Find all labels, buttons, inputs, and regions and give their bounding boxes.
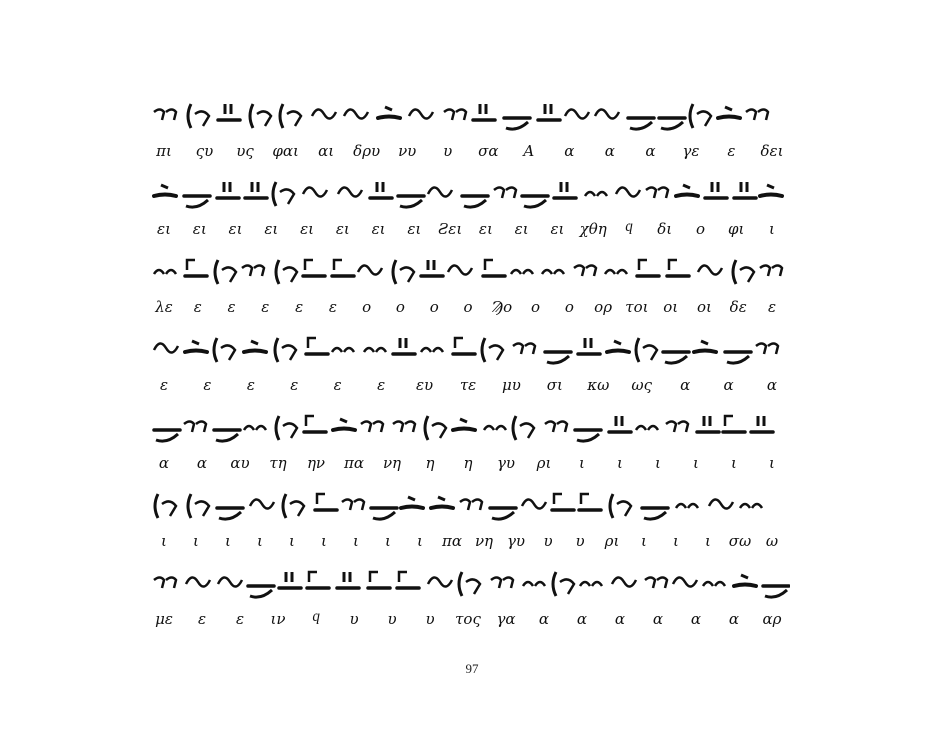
neume-glyph bbox=[154, 343, 178, 352]
neume-glyph bbox=[760, 185, 782, 196]
lyric-syllable: με bbox=[155, 610, 173, 628]
neume-glyph bbox=[666, 422, 688, 433]
lyric-syllable: δει bbox=[760, 142, 784, 160]
lyric-syllable: ε bbox=[246, 376, 255, 394]
neume-glyph bbox=[370, 182, 392, 198]
lyric-syllable: νη bbox=[474, 532, 494, 550]
lyric-syllable: υ bbox=[575, 532, 585, 550]
neume-glyph bbox=[725, 352, 751, 363]
lyric-row-2 bbox=[150, 218, 790, 240]
lyric-syllable: ςυ bbox=[195, 142, 214, 160]
lyric-syllable: ει bbox=[550, 220, 565, 238]
neume-glyph bbox=[303, 187, 327, 196]
lyric-syllable: α bbox=[614, 610, 626, 628]
lyric-syllable: υ bbox=[443, 142, 453, 160]
lyric-syllable: ει bbox=[192, 220, 207, 238]
lyric-syllable: υς bbox=[236, 142, 254, 160]
neume-glyph bbox=[636, 338, 657, 362]
neume-glyph bbox=[575, 430, 601, 441]
lyric-syllable: ϥ bbox=[312, 610, 320, 628]
lyric-syllable: α bbox=[652, 610, 664, 628]
neume-glyph bbox=[522, 499, 546, 508]
lyric-syllable: τη bbox=[269, 454, 287, 472]
neume-glyph bbox=[734, 182, 756, 198]
staff-line-2 bbox=[150, 174, 790, 236]
page-number: 97 bbox=[465, 661, 479, 676]
lyric-syllable: ε bbox=[295, 298, 304, 316]
lyric-syllable: ε bbox=[290, 376, 299, 394]
neume-glyph bbox=[673, 577, 697, 586]
neume-glyph bbox=[393, 422, 415, 433]
neume-glyph bbox=[756, 344, 778, 355]
lyric-syllable: ει bbox=[157, 220, 171, 238]
neume-glyph bbox=[409, 109, 433, 118]
lyric-syllable: ι bbox=[731, 454, 737, 472]
neume-glyph bbox=[273, 182, 294, 206]
neume-glyph bbox=[244, 426, 266, 430]
lyric-syllable: α bbox=[604, 142, 615, 160]
neume-glyph bbox=[763, 586, 789, 597]
lyric-syllable: ϥ bbox=[625, 220, 633, 238]
lyric-syllable: ι bbox=[693, 454, 699, 472]
neume-glyph bbox=[605, 270, 627, 274]
lyric-syllable: α bbox=[576, 610, 588, 628]
lyric-syllable: ο bbox=[564, 298, 574, 316]
lyric-syllable: Ϡο bbox=[491, 298, 513, 316]
lyric-syllable: ε bbox=[203, 376, 212, 394]
neume-glyph bbox=[337, 572, 359, 588]
neume-glyph bbox=[609, 416, 631, 432]
lyric-syllable: υ bbox=[349, 610, 359, 628]
lyric-syllable: ι bbox=[641, 532, 647, 550]
neume-glyph bbox=[667, 260, 689, 276]
lyric-syllable: φι bbox=[728, 220, 745, 238]
lyric-syllable: ει bbox=[514, 220, 529, 238]
lyric-syllable: ε bbox=[328, 298, 337, 316]
lyric-syllable: ο bbox=[531, 298, 541, 316]
lyric-syllable: η bbox=[463, 454, 473, 472]
lyric-syllable: ε bbox=[235, 610, 245, 628]
lyric-syllable: ει bbox=[478, 220, 493, 238]
lyric-row-4 bbox=[150, 374, 790, 396]
neume-glyph bbox=[513, 344, 535, 355]
lyric-syllable: ε bbox=[727, 142, 736, 160]
neume-glyph bbox=[646, 188, 668, 199]
neume-glyph bbox=[676, 185, 698, 196]
lyric-syllable: υ bbox=[425, 610, 435, 628]
neume-glyph bbox=[698, 265, 722, 274]
lyric-syllable: ο bbox=[463, 298, 473, 316]
neume-glyph bbox=[482, 338, 503, 362]
neume-glyph bbox=[751, 416, 773, 432]
lyric-syllable: ε bbox=[197, 610, 207, 628]
lyric-syllable: πι bbox=[156, 142, 172, 160]
lyric-syllable: ει bbox=[407, 220, 422, 238]
neume-glyph bbox=[448, 265, 472, 274]
neume-glyph bbox=[494, 188, 516, 199]
neume-glyph bbox=[616, 187, 640, 196]
neume-glyph bbox=[218, 104, 240, 120]
lyric-syllable: γα bbox=[496, 610, 516, 628]
neume-glyph bbox=[185, 341, 207, 352]
lyric-syllable: τος bbox=[455, 610, 481, 628]
neume-glyph bbox=[214, 430, 240, 441]
neume-glyph bbox=[276, 260, 297, 284]
neume-glyph bbox=[746, 110, 768, 121]
lyric-syllable: ει bbox=[264, 220, 279, 238]
lyric-syllable: ε bbox=[377, 376, 386, 394]
neume-row-7 bbox=[150, 564, 790, 610]
neume-glyph bbox=[740, 504, 762, 508]
lyric-row-7 bbox=[150, 608, 790, 630]
lyric-syllable: ι bbox=[257, 532, 263, 550]
neume-glyph bbox=[378, 107, 400, 118]
neume-glyph bbox=[215, 260, 236, 284]
lyric-syllable: α bbox=[645, 142, 656, 160]
lyric-syllable: α bbox=[564, 142, 575, 160]
lyric-syllable: ει bbox=[300, 220, 315, 238]
neume-glyph bbox=[718, 107, 740, 118]
lyric-syllable: ο bbox=[429, 298, 439, 316]
neume-glyph bbox=[154, 110, 176, 121]
neume-row-6 bbox=[150, 486, 790, 532]
neume-glyph bbox=[244, 341, 266, 352]
neume-glyph bbox=[393, 260, 414, 284]
lyric-syllable: ι bbox=[161, 532, 167, 550]
lyric-syllable: α bbox=[196, 454, 208, 472]
lyric-syllable: ει bbox=[335, 220, 350, 238]
lyric-syllable: ι bbox=[193, 532, 199, 550]
neume-glyph bbox=[580, 582, 602, 586]
lyric-row-6 bbox=[150, 530, 790, 552]
neume-glyph bbox=[279, 572, 301, 588]
lyric-row-3 bbox=[150, 296, 790, 318]
neume-glyph bbox=[338, 187, 362, 196]
lyric-syllable: ι bbox=[673, 532, 679, 550]
neume-glyph bbox=[425, 416, 446, 440]
lyric-syllable: α bbox=[680, 376, 691, 394]
neume-glyph bbox=[361, 422, 383, 433]
neume-glyph bbox=[522, 196, 548, 207]
neume-glyph bbox=[523, 582, 545, 586]
lyric-syllable: ε bbox=[227, 298, 236, 316]
neume-glyph bbox=[491, 578, 513, 589]
neume-glyph bbox=[676, 504, 698, 508]
neume-glyph bbox=[344, 109, 368, 118]
lyric-syllable: α bbox=[690, 610, 702, 628]
neume-glyph bbox=[552, 494, 574, 510]
neume-glyph bbox=[185, 260, 207, 276]
lyric-syllable: ι bbox=[769, 220, 775, 238]
neume-glyph bbox=[642, 508, 668, 519]
neume-glyph bbox=[368, 572, 390, 588]
neume-glyph bbox=[579, 494, 601, 510]
neume-glyph bbox=[637, 260, 659, 276]
lyric-syllable: αυ bbox=[230, 454, 250, 472]
neume-glyph bbox=[154, 430, 180, 441]
staff-line-1 bbox=[150, 96, 790, 158]
lyric-syllable: σα bbox=[478, 142, 499, 160]
neume-glyph bbox=[307, 572, 329, 588]
neume-glyph bbox=[578, 338, 600, 354]
neume-glyph bbox=[553, 572, 574, 596]
lyric-syllable: α bbox=[766, 376, 778, 394]
lyric-syllable: Ƨει bbox=[438, 220, 463, 238]
neume-glyph bbox=[607, 341, 629, 352]
lyric-syllable: τε bbox=[459, 376, 477, 394]
neume-glyph bbox=[574, 266, 596, 277]
neume-glyph bbox=[218, 577, 242, 586]
neume-glyph bbox=[538, 104, 560, 120]
staff-line-3 bbox=[150, 252, 790, 314]
lyric-syllable: ε bbox=[767, 298, 777, 316]
neume-glyph bbox=[723, 416, 745, 432]
neume-glyph bbox=[398, 196, 424, 207]
neume-glyph bbox=[705, 182, 727, 198]
neume-glyph bbox=[242, 266, 264, 277]
neume-glyph bbox=[217, 182, 239, 198]
lyric-syllable: ρι bbox=[536, 454, 552, 472]
lyric-syllable: ιν bbox=[270, 610, 286, 628]
lyric-syllable: ει bbox=[228, 220, 243, 238]
neume-glyph bbox=[645, 578, 667, 589]
lyric-syllable: ο bbox=[695, 220, 705, 238]
neume-row-2 bbox=[150, 174, 790, 220]
neume-glyph bbox=[245, 182, 267, 198]
neume-glyph bbox=[250, 104, 271, 128]
neume-glyph bbox=[154, 185, 176, 196]
lyric-syllable: γυ bbox=[496, 454, 516, 472]
neume-glyph bbox=[364, 348, 386, 352]
neume-glyph bbox=[342, 500, 364, 511]
neume-glyph bbox=[453, 419, 475, 430]
lyric-syllable: οι bbox=[663, 298, 679, 316]
neume-glyph bbox=[542, 270, 564, 274]
lyric-syllable: πα bbox=[344, 454, 364, 472]
lyric-syllable: ρι bbox=[604, 532, 620, 550]
neume-glyph bbox=[315, 494, 337, 510]
neume-glyph bbox=[595, 109, 619, 118]
lyric-syllable: ι bbox=[617, 454, 623, 472]
lyric-syllable: ην bbox=[306, 454, 326, 472]
lyric-syllable: ι bbox=[579, 454, 585, 472]
lyric-syllable: δε bbox=[729, 298, 747, 316]
neume-glyph bbox=[610, 494, 631, 518]
neume-glyph bbox=[186, 577, 210, 586]
lyric-syllable: α bbox=[538, 610, 550, 628]
lyric-syllable: τοι bbox=[625, 298, 649, 316]
staff-line-7 bbox=[150, 564, 790, 626]
neume-glyph bbox=[694, 341, 716, 352]
neume-glyph bbox=[453, 338, 475, 354]
neume-glyph bbox=[709, 499, 733, 508]
lyric-syllable: ορ bbox=[594, 298, 613, 316]
neume-glyph bbox=[462, 196, 488, 207]
lyric-syllable: ω bbox=[765, 532, 779, 550]
neume-glyph bbox=[490, 508, 516, 519]
lyric-syllable: ο bbox=[362, 298, 372, 316]
neume-glyph bbox=[276, 416, 297, 440]
lyric-syllable: ι bbox=[353, 532, 359, 550]
neume-glyph bbox=[154, 578, 176, 589]
neume-glyph bbox=[248, 586, 274, 597]
lyric-syllable: υ bbox=[387, 610, 397, 628]
lyric-syllable: ε bbox=[333, 376, 342, 394]
neume-glyph bbox=[155, 494, 176, 518]
neume-glyph bbox=[250, 499, 274, 508]
neume-glyph bbox=[184, 422, 206, 433]
lyric-row-1 bbox=[150, 140, 790, 162]
neume-glyph bbox=[444, 110, 466, 121]
neume-glyph bbox=[612, 577, 636, 586]
neume-glyph bbox=[628, 118, 654, 129]
lyric-syllable: ε bbox=[159, 376, 169, 394]
lyric-syllable: ι bbox=[655, 454, 661, 472]
neume-glyph bbox=[188, 494, 209, 518]
lyric-syllable: λε bbox=[155, 298, 173, 316]
lyric-syllable: υ bbox=[543, 532, 553, 550]
neume-glyph bbox=[421, 260, 443, 276]
staff-line-4 bbox=[150, 330, 790, 392]
neume-glyph bbox=[421, 348, 443, 352]
neume-glyph bbox=[703, 582, 725, 586]
lyric-syllable: δρυ bbox=[353, 142, 381, 160]
lyric-syllable: ι bbox=[385, 532, 391, 550]
lyric-syllable: μυ bbox=[501, 376, 521, 394]
lyric-syllable: χθη bbox=[579, 220, 607, 238]
neume-glyph bbox=[513, 416, 534, 440]
neume-glyph bbox=[275, 338, 296, 362]
neume-glyph bbox=[154, 270, 176, 274]
lyric-syllable: ι bbox=[321, 532, 327, 550]
lyric-syllable: α bbox=[723, 376, 734, 394]
neume-glyph bbox=[428, 187, 452, 196]
neume-glyph bbox=[565, 109, 589, 118]
lyric-syllable: ει bbox=[371, 220, 386, 238]
neume-glyph bbox=[663, 352, 689, 363]
lyric-syllable: οι bbox=[696, 298, 712, 316]
lyric-syllable: σι bbox=[546, 376, 563, 394]
neume-glyph bbox=[393, 338, 415, 354]
neume-glyph bbox=[690, 104, 711, 128]
lyric-syllable: ε bbox=[261, 298, 270, 316]
lyric-syllable: νη bbox=[382, 454, 402, 472]
lyric-syllable: γυ bbox=[506, 532, 526, 550]
lyric-syllable: ε bbox=[193, 298, 202, 316]
neume-glyph bbox=[585, 192, 607, 196]
neume-glyph bbox=[545, 352, 571, 363]
neume-glyph bbox=[280, 104, 301, 128]
lyric-syllable: κω bbox=[587, 376, 610, 394]
neume-glyph bbox=[304, 416, 326, 432]
neume-glyph bbox=[303, 260, 325, 276]
lyric-syllable: ι bbox=[289, 532, 295, 550]
neume-glyph bbox=[484, 426, 506, 430]
neume-glyph bbox=[636, 426, 658, 430]
neume-row-5 bbox=[150, 408, 790, 454]
lyric-syllable: η bbox=[425, 454, 435, 472]
lyric-syllable: ι bbox=[705, 532, 711, 550]
neume-glyph bbox=[459, 572, 480, 596]
neume-glyph bbox=[214, 338, 235, 362]
lyric-syllable: αρ bbox=[762, 610, 782, 628]
lyric-syllable: σω bbox=[728, 532, 752, 550]
lyric-syllable: Α bbox=[523, 142, 535, 160]
neume-glyph bbox=[760, 266, 782, 277]
neume-glyph bbox=[733, 260, 754, 284]
neume-glyph bbox=[306, 338, 328, 354]
neume-glyph bbox=[332, 260, 354, 276]
lyric-row-5 bbox=[150, 452, 790, 474]
lyric-syllable: ο bbox=[395, 298, 405, 316]
neume-glyph bbox=[734, 575, 756, 586]
neume-glyph bbox=[554, 182, 576, 198]
neume-glyph bbox=[431, 497, 453, 508]
lyric-syllable: ι bbox=[769, 454, 775, 472]
neume-glyph bbox=[473, 104, 495, 120]
neume-glyph bbox=[332, 348, 354, 352]
neume-glyph bbox=[184, 196, 210, 207]
lyric-syllable: ι bbox=[417, 532, 423, 550]
staff-line-5 bbox=[150, 408, 790, 470]
neume-glyph bbox=[511, 270, 533, 274]
lyric-syllable: γε bbox=[682, 142, 700, 160]
neume-glyph bbox=[371, 508, 397, 519]
neume-glyph bbox=[397, 572, 419, 588]
lyric-syllable: φαι bbox=[272, 142, 299, 160]
neume-glyph bbox=[312, 109, 336, 118]
neume-glyph bbox=[504, 118, 530, 129]
neume-glyph bbox=[333, 419, 355, 430]
neume-glyph bbox=[217, 508, 243, 519]
neume-row-3 bbox=[150, 252, 790, 298]
neume-glyph bbox=[358, 265, 382, 274]
neume-glyph bbox=[283, 494, 304, 518]
lyric-syllable: ευ bbox=[415, 376, 434, 394]
staff-line-6 bbox=[150, 486, 790, 548]
lyric-syllable: δι bbox=[657, 220, 673, 238]
neume-glyph bbox=[401, 497, 423, 508]
neume-glyph bbox=[483, 260, 505, 276]
lyric-syllable: αι bbox=[318, 142, 335, 160]
lyric-syllable: πα bbox=[442, 532, 462, 550]
neume-glyph bbox=[659, 118, 685, 129]
neume-glyph bbox=[428, 577, 452, 586]
neume-glyph bbox=[697, 416, 719, 432]
neume-row-4 bbox=[150, 330, 790, 376]
lyric-syllable: α bbox=[728, 610, 740, 628]
lyric-syllable: α bbox=[158, 454, 170, 472]
neume-glyph bbox=[460, 500, 482, 511]
lyric-syllable: ως bbox=[631, 376, 653, 394]
lyric-syllable: νυ bbox=[398, 142, 417, 160]
neume-row-1 bbox=[150, 96, 790, 142]
lyric-syllable: ι bbox=[225, 532, 231, 550]
neume-glyph bbox=[188, 104, 209, 128]
neume-glyph bbox=[545, 422, 567, 433]
